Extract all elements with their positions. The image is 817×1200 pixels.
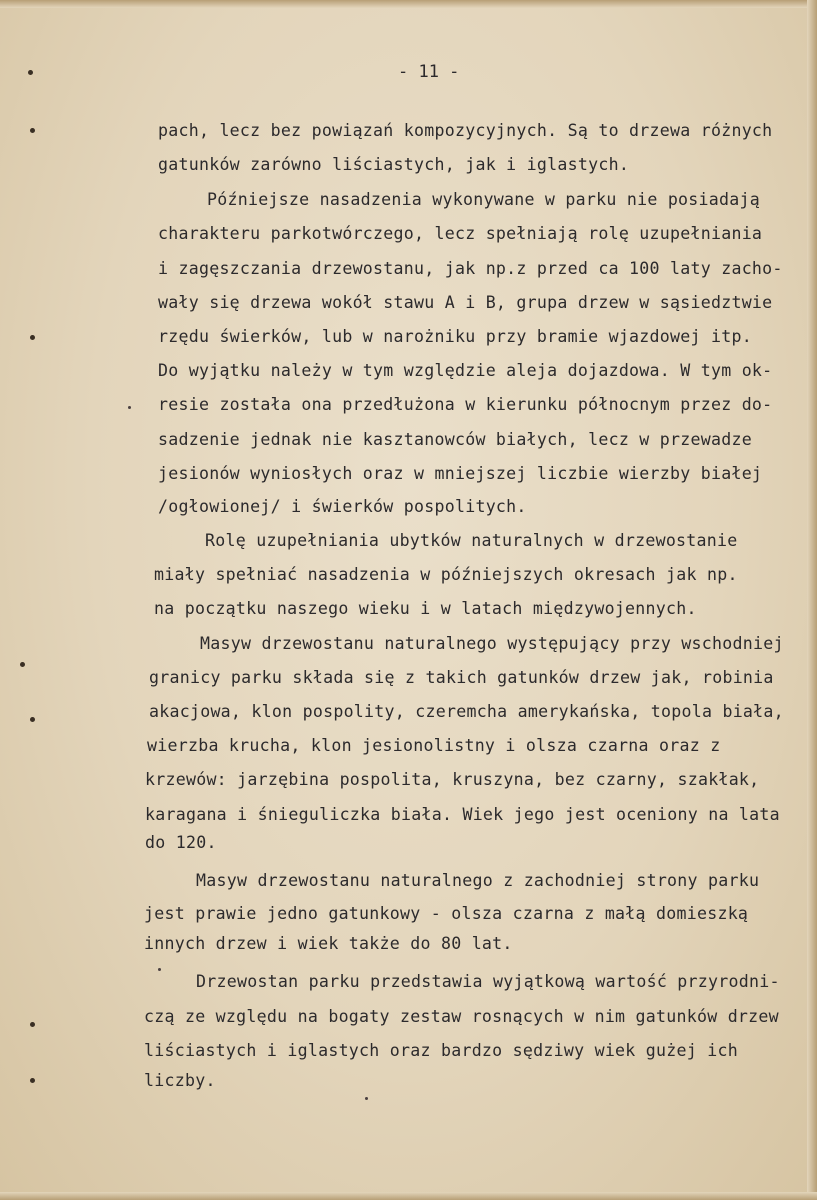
text-line: pach, lecz bez powiązań kompozycyjnych. Są to drzewa różnych [158,121,773,140]
text-line: miały spełniać nasadzenia w późniejszych okresach jak np. [154,565,738,584]
text-line: sadzenie jednak nie kasztanowców białych, lecz w przewadze [158,430,752,449]
text-line: do 120. [145,833,217,852]
text-line: /ogłowionej/ i świerków pospolitych. [158,497,527,516]
page-edge-bottom [0,1192,817,1200]
punch-hole [28,70,33,75]
text-line: karagana i śnieguliczka biała. Wiek jego jest oceniony na lata [145,805,780,824]
punch-hole [20,662,25,667]
punch-hole [30,1078,35,1083]
punch-hole [30,128,35,133]
text-line: Do wyjątku należy w tym względzie aleja dojazdowa. W tym ok- [158,361,773,380]
text-line: na początku naszego wieku i w latach międzywojennych. [154,599,697,618]
text-line: liczby. [144,1071,216,1090]
text-line: liściastych i iglastych oraz bardzo sędziwy wiek gużej ich [144,1041,738,1060]
punch-hole [30,1022,35,1027]
text-line: Masyw drzewostanu naturalnego występujący przy wschodniej [200,634,784,653]
page-number: - 11 - [398,62,460,82]
text-line: krzewów: jarzębina pospolita, kruszyna, bez czarny, szakłak, [145,770,760,789]
text-line: gatunków zarówno liściastych, jak i iglastych. [158,155,630,174]
text-line: Drzewostan parku przedstawia wyjątkową wartość przyrodni- [196,972,780,991]
punch-hole [30,717,35,722]
text-line: Późniejsze nasadzenia wykonywane w parku nie posiadają [207,190,760,209]
text-line: rzędu świerków, lub w narożniku przy bramie wjazdowej itp. [158,327,752,346]
text-line: wierzba krucha, klon jesionolistny i olsza czarna oraz z [147,736,721,755]
text-line: granicy parku składa się z takich gatunków drzew jak, robinia [149,668,774,687]
ink-speck [365,1097,368,1100]
text-line: innych drzew i wiek także do 80 lat. [144,934,513,953]
text-line: czą ze względu na bogaty zestaw rosnących w nim gatunków drzew [144,1007,779,1026]
text-line: jesionów wyniosłych oraz w mniejszej liczbie wierzby białej [158,464,763,483]
text-line: wały się drzewa wokół stawu A i B, grupa drzew w sąsiedztwie [158,293,773,312]
text-line: charakteru parkotwórczego, lecz spełniają rolę uzupełniania [158,224,763,243]
text-line: Masyw drzewostanu naturalnego z zachodniej strony parku [196,871,760,890]
page-edge-right [807,0,817,1200]
punch-hole [30,335,35,340]
text-line: jest prawie jedno gatunkowy - olsza czarna z małą domieszką [144,904,749,923]
ink-speck [128,406,131,409]
text-line: akacjowa, klon pospolity, czeremcha amerykańska, topola biała, [149,702,784,721]
page-edge-top [0,0,817,8]
ink-speck [158,968,161,971]
text-line: i zagęszczania drzewostanu, jak np.z przed ca 100 laty zacho- [158,259,783,278]
text-line: resie została ona przedłużona w kierunku północnym przez do- [158,395,773,414]
text-line: Rolę uzupełniania ubytków naturalnych w drzewostanie [205,531,738,550]
